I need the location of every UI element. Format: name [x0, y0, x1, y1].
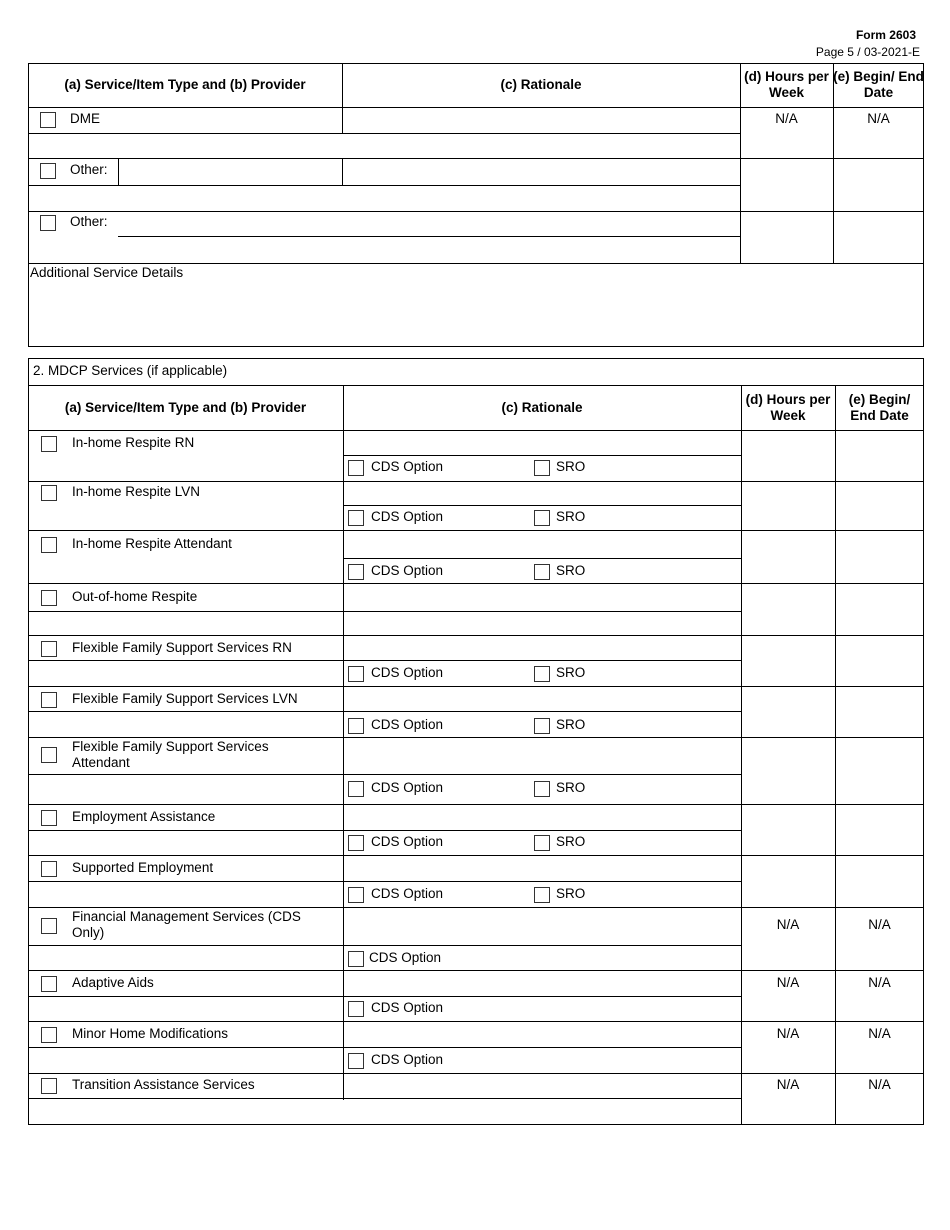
s2-col-dates-header: (e) Begin/ End Date: [848, 391, 911, 423]
sro-checkbox[interactable]: [534, 564, 550, 580]
service-checkbox[interactable]: [41, 861, 57, 877]
service-checkbox[interactable]: [41, 537, 57, 553]
cds-option-checkbox[interactable]: [348, 1053, 364, 1069]
other2-label: Other:: [70, 214, 108, 229]
s1-col-service-header: (a) Service/Item Type and (b) Provider: [64, 77, 306, 92]
sro-label: SRO: [556, 563, 586, 578]
dme-label: DME: [70, 111, 100, 126]
hours-na: N/A: [776, 917, 800, 932]
cds-option-checkbox[interactable]: [348, 666, 364, 682]
s1-col-hours-header: (d) Hours per Week: [744, 69, 829, 100]
additional-details-label: Additional Service Details: [30, 265, 184, 280]
service-checkbox[interactable]: [41, 641, 57, 657]
other1-checkbox[interactable]: [40, 163, 56, 179]
section2-title: 2. MDCP Services (if applicable): [33, 363, 228, 378]
cds-option-checkbox[interactable]: [348, 781, 364, 797]
sro-label: SRO: [556, 717, 586, 732]
sro-label: SRO: [556, 780, 586, 795]
cds-option-label: CDS Option: [369, 950, 442, 965]
service-checkbox[interactable]: [41, 976, 57, 992]
sro-label: SRO: [556, 459, 586, 474]
sro-checkbox[interactable]: [534, 835, 550, 851]
dme-hours: N/A: [775, 111, 798, 126]
cds-option-checkbox[interactable]: [348, 718, 364, 734]
service-label: Out-of-home Respite: [72, 589, 198, 604]
service-label: In-home Respite RN: [72, 435, 195, 450]
dates-na: N/A: [868, 975, 891, 990]
service-label: Financial Management Services (CDS Only): [72, 909, 301, 940]
service-checkbox[interactable]: [41, 590, 57, 606]
hours-na: N/A: [776, 1026, 800, 1041]
service-label: Supported Employment: [72, 860, 214, 875]
hours-na: N/A: [776, 1077, 800, 1092]
cds-option-label: CDS Option: [371, 509, 444, 524]
service-label: In-home Respite LVN: [72, 484, 201, 499]
service-checkbox[interactable]: [41, 1078, 57, 1094]
cds-option-label: CDS Option: [371, 780, 444, 795]
cds-option-checkbox[interactable]: [348, 835, 364, 851]
other1-input[interactable]: [119, 159, 341, 184]
service-checkbox[interactable]: [41, 810, 57, 826]
sro-label: SRO: [556, 509, 586, 524]
sro-checkbox[interactable]: [534, 887, 550, 903]
cds-option-checkbox[interactable]: [348, 1001, 364, 1017]
service-checkbox[interactable]: [41, 1027, 57, 1043]
other1-label: Other:: [70, 162, 108, 177]
cds-option-label: CDS Option: [371, 665, 444, 680]
s2-col-hours-header: (d) Hours per Week: [745, 391, 831, 423]
service-checkbox[interactable]: [41, 747, 57, 763]
dme-checkbox[interactable]: [40, 112, 56, 128]
sro-checkbox[interactable]: [534, 718, 550, 734]
dates-na: N/A: [868, 1077, 891, 1092]
page-info: Page 5 / 03-2021-E: [815, 45, 920, 59]
dates-na: N/A: [868, 1026, 891, 1041]
sro-label: SRO: [556, 834, 586, 849]
cds-option-label: CDS Option: [371, 717, 444, 732]
hours-na: N/A: [776, 975, 800, 990]
other2-checkbox[interactable]: [40, 215, 56, 231]
dates-na: N/A: [868, 917, 891, 932]
service-label: Minor Home Modifications: [72, 1026, 229, 1041]
service-label: Adaptive Aids: [72, 975, 154, 990]
sro-checkbox[interactable]: [534, 510, 550, 526]
cds-option-checkbox[interactable]: [348, 460, 364, 476]
cds-option-checkbox[interactable]: [348, 951, 364, 967]
dme-dates: N/A: [867, 111, 890, 126]
sro-label: SRO: [556, 665, 586, 680]
cds-option-checkbox[interactable]: [348, 510, 364, 526]
cds-option-checkbox[interactable]: [348, 887, 364, 903]
sro-checkbox[interactable]: [534, 666, 550, 682]
service-label: Flexible Family Support Services Attendant: [72, 739, 269, 770]
cds-option-label: CDS Option: [371, 1000, 444, 1015]
service-checkbox[interactable]: [41, 918, 57, 934]
cds-option-label: CDS Option: [371, 834, 444, 849]
service-checkbox[interactable]: [41, 692, 57, 708]
sro-checkbox[interactable]: [534, 460, 550, 476]
service-label: Flexible Family Support Services RN: [72, 640, 292, 655]
service-label: In-home Respite Attendant: [72, 536, 232, 551]
form-number: Form 2603: [855, 28, 916, 42]
sro-checkbox[interactable]: [534, 781, 550, 797]
cds-option-label: CDS Option: [371, 563, 444, 578]
s2-col-service-header: (a) Service/Item Type and (b) Provider: [64, 399, 307, 415]
service-checkbox[interactable]: [41, 436, 57, 452]
cds-option-checkbox[interactable]: [348, 564, 364, 580]
service-checkbox[interactable]: [41, 485, 57, 501]
cds-option-label: CDS Option: [371, 459, 444, 474]
cds-option-label: CDS Option: [371, 1052, 444, 1067]
s1-col-dates-header: (e) Begin/ End Date: [833, 69, 924, 100]
service-label: Flexible Family Support Services LVN: [72, 691, 298, 706]
service-label: Employment Assistance: [72, 809, 216, 824]
cds-option-label: CDS Option: [371, 886, 444, 901]
s1-col-rationale-header: (c) Rationale: [500, 77, 582, 92]
service-label: Transition Assistance Services: [72, 1077, 255, 1092]
s2-col-rationale-header: (c) Rationale: [501, 399, 583, 415]
sro-label: SRO: [556, 886, 586, 901]
